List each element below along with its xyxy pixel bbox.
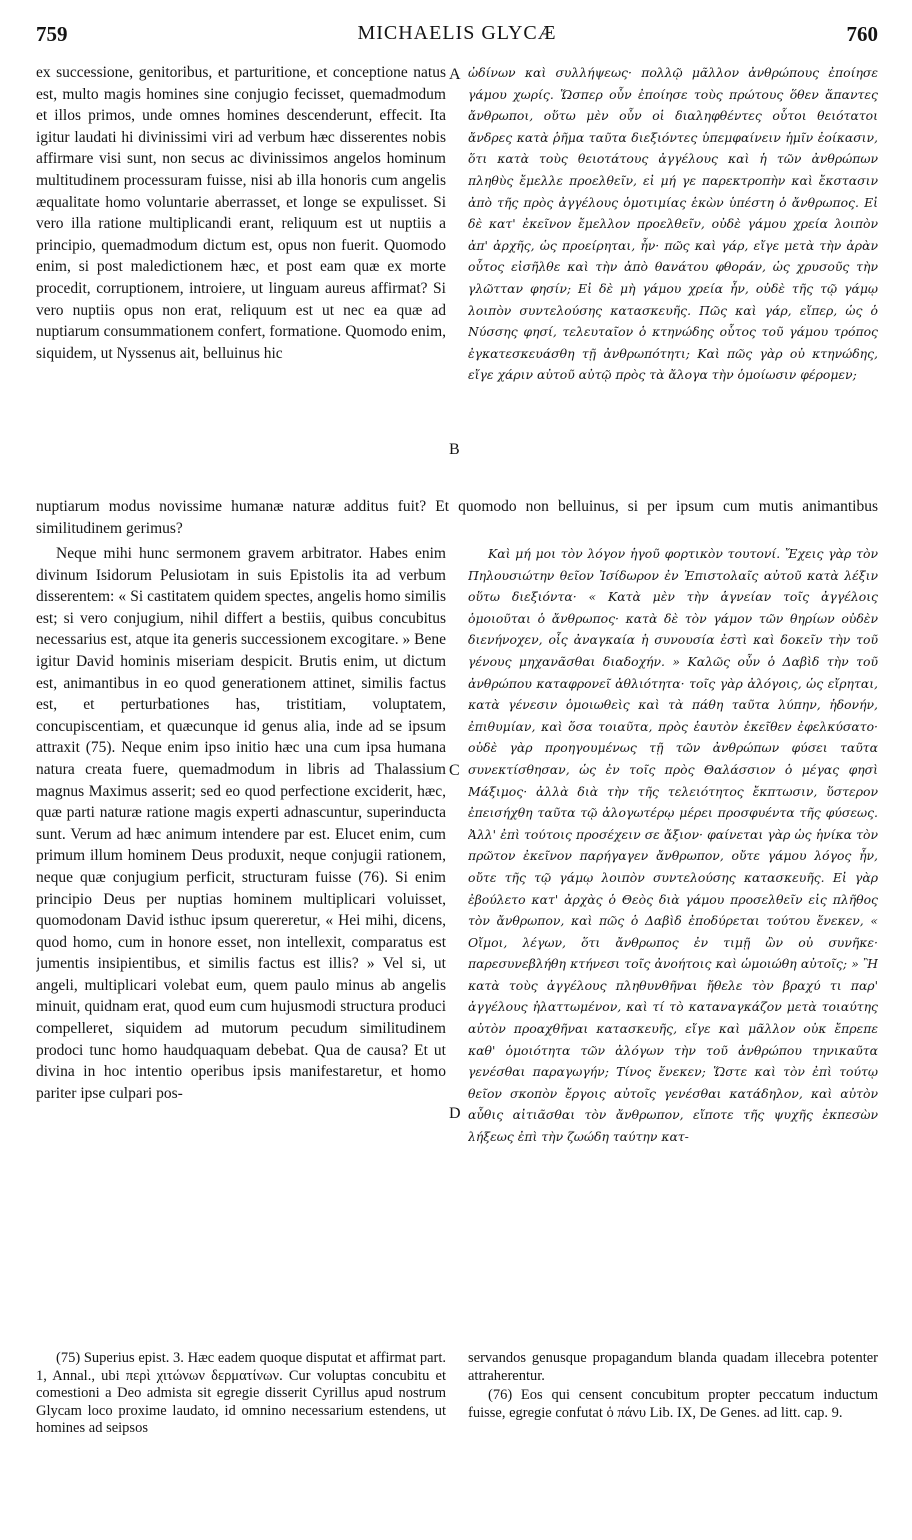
- margin-letter-a: A: [449, 66, 461, 83]
- latin-paragraph: ex successione, genitoribus, et parturitione, et conceptione natus est, multo magis homines sine conjugio fecisset, quemadmodum et illos primos, unde omnes homines descenderunt, effecit. Ita igitur laudati hi divinissimi viri ad verbum hæc disserentes nobis affirmare visi sunt, non secus ac divinissimos angelos hominum multitudinem processuram fuisse, nisi ab illa honoris cum angelis æqualitate homo voluntarie aberrasset, et longe se expulisset. Si vero illa ratione multiplicandi erant, reliquum est ut nuptiis a principio, quemadmodum dictum est, opus non fuerit. Quomodo enim, si post maledictionem hæc, et post eam quæ ex morte procedit, corruptionem, introiere, ut linguam aureus affirmat? Si vero nuptiis opus non erat, reliquum est ut nec ea quæ ad nuptiarum consummationem confert, formatione. Quomodo enim, siquidem, ut Nyssenus ait, belluinus hic: [36, 64, 446, 362]
- footnote-75-continued: servandos genusque propagandum blanda quadam illecebra potenter attraherentur.: [468, 1350, 878, 1384]
- page-number-right: 760: [846, 22, 878, 46]
- page-header: [36, 22, 878, 52]
- footnotes-right: [468, 1350, 878, 1460]
- latin-paragraph: Neque mihi hunc sermonem gravem arbitrator. Habes enim divinum Isidorum Pelusiotam in suis Epistolis ita ad verbum disserentem: « Si castitatem quidem spectes, angelis homo similis est; si vero conjugium, nihil differt a bestiis, quibus concubitus necessarius est, atque ita generis successionem excogitare. » Bene igitur David hominis miseriam despicit. Brutis enim, ut dictum est, animantibus in eo quod generationem attinet, similis factus est, et perturbationes has, tristitiam, voluptatem, concupiscentiam, et quæcunque id genus alia, inde ad se ipsum attraxit (75). Neque enim ipso initio hæc una cum ipsa humana natura creata fuere, quemadmodum in libris ad Thalassium magnus Maximus asserit; sed eo quod perfectione exciderit, hæc, quæ parti naturæ ratione magis experti adnascuntur, superinducta sunt. Verum ad hæc animum intendere par est. Elucet enim, cum primum illum hominem Deus produxit, neque conjugii rationem, neque quæ conjugium perficit, structuram fuisse (76). Si enim principio Deus per nuptias hominem multiplicari voluisset, quomodonam David isthuc ipsum quereretur, « Hei mihi, dicens, quod homo, cum in honore esset, non intellexit, comparatus est jumentis insipientibus, et similis factus est illis? » Vel si, ut angeli, multiplicari volebat eum, quem paulo minus ab angelis minuit, quidnam erat, quod eum cum hujusmodi structura produci compelleret, siquidem ad mutorum pecudum similitudinem prodoci tunc homo haudquaquam debebat. Qua de causa? Et ut divina in hoc intentio operibus ipsis manifestaretur, et homo pariter ipse culpari pos-: [36, 545, 446, 1102]
- footnote-76: (76) Eos qui censent concubitum propter peccatum inductum fuisse, egregie confutat ὁ πάνυ Lib. IX, De Genes. ad litt. cap. 9.: [468, 1387, 878, 1421]
- greek-paragraph: ὠδίνων καὶ συλλήψεως· πολλῷ μᾶλλον ἀνθρώπους ἐποίησε γάμου χωρίς. Ὥσπερ οὖν ἐποίησε τοὺς πρώτους ὅθεν ἅπαντες ἄνθρωποι, οὕτω μὲν οὖν οἱ διαληφθέντες οὗτοι θειότατοι ἄνδρες κατὰ ῥῆμα ταῦτα διεξιόντες ὑπεμφαίνειν ἡμῖν ἐοίκασιν, ὅτι κατὰ τοὺς θειοτάτους ἀγγέλους καὶ ἡ τῶν ἀνθρώπων πληθὺς ἔμελλε προελθεῖν, εἰ μή γε παρεκτροπὴν καὶ ἔκστασιν ἀπὸ τῆς πρὸς ἀγγέλους ὁμοτιμίας ἑκὼν ὑπέστη ὁ ἄνθρωπος. Εἰ δὲ κατ' ἐκεῖνον ἔμελλον προελθεῖν, οὐδὲ γάμου χρεία λοιπὸν ἀπ' ἀρχῆς, ὡς προείρηται, ἦν· πῶς καὶ γάρ, εἴγε μετὰ τὴν ἀρὰν οὗτος εἰσῆλθε καὶ τὴν ἀπὸ θανάτου φθοράν, ὡς χρυσοῦς τὴν γλῶτταν φησίν; Εἰ δὲ μὴ γάμου χρεία ἦν, οὐδὲ τῆς τῷ γάμῳ λοιπὸν συντελούσης κατασκευῆς. Πῶς καὶ γάρ, εἴπερ, ὡς ὁ Νύσσης φησί, τελευταῖον ὁ κτηνώδης οὗτος τοῦ γάμου τρόπος ἐγκατεσκευάσθη τῇ ἀνθρωπότητι; Καὶ πῶς γὰρ οὐ κτηνώδης, εἴγε χάριν αὐτοῦ αὐτῷ πρὸς τὰ ἄλογα τὴν ὁμοίωσιν φέρομεν;: [468, 65, 878, 383]
- spanning-latin-line: [36, 496, 878, 538]
- page-number-left: 759: [36, 22, 68, 46]
- margin-letter-b: B: [449, 441, 460, 458]
- greek-column-upper: [468, 62, 878, 458]
- footnote-75: (75) Superius epist. 3. Hæc eadem quoque disputat et affirmat part. 1, Annal., ubi περὶ χιτώνων δερματίνων. Cur voluptas concubitu et comestioni a Deo admista sit egregie disserit Cyrillus apud nostrum Glycam loco proxime laudato, id omnino necessarium estendens, ut homines ad seipsos: [36, 1350, 446, 1436]
- margin-letter-c: C: [449, 762, 460, 779]
- greek-paragraph: Καὶ μή μοι τὸν λόγον ἡγοῦ φορτικὸν τουτονί. Ἔχεις γὰρ τὸν Πηλουσιώτην θεῖον Ἰσίδωρον ἐν Ἐπιστολαῖς αὐτοῦ κατὰ λέξιν οὕτω διεξιόντα· « Κατὰ μὲν τὴν ἁγνείαν τοῖς ἀγγέλοις ὁμοιοῦται ὁ ἄνθρωπος· κατὰ δὲ τὸν γάμον τῶν θηρίων οὐδὲν διενήνοχεν, οἷς ἀναγκαία ἡ συνουσία ἐστὶ καὶ δοκεῖν τὴν τοῦ γένους μηχανᾶσθαι διαδοχήν. » Καλῶς οὖν ὁ Δαβὶδ τὴν τοῦ ἀνθρώπου καταφρονεῖ ἀθλιότητα· τοῖς γὰρ ἀλόγοις, ὡς εἴρηται, κατὰ γένεσιν ὁμοιωθεὶς καὶ τὰ πάθη ταῦτα λύπην, ἡδονήν, ἐπιθυμίαν, καὶ ὅσα τοιαῦτα, πρὸς ἑαυτὸν ἐκεῖθεν ἐφελκύσατο· οὐδὲ γὰρ προηγουμένως τῇ τῶν ἀνθρώπων φύσει ταῦτα συνεκτίσθησαν, ὡς ἐν τοῖς πρὸς Θαλάσσιον ὁ μέγας φησὶ Μάξιμος· ἀλλὰ διὰ τὴν τῆς τελειότητος ἔκπτωσιν, ὕστερον ἐπεισήχθη ταῦτα τῷ ἀλογωτέρῳ μέρει προσφυέντα τῆς φύσεως. Ἀλλ' ἐπὶ τούτοις προσέχειν σε ἄξιον· φαίνεται γὰρ ὡς ἡνίκα τὸν πρῶτον ἐκεῖνον παρήγαγεν ἄνθρωπον, οὔτε γάμου λόγος ἦν, οὔτε τῆς τῷ γάμῳ λοιπὸν συντελούσης κατασκευῆς. Εἰ γὰρ ἐβούλετο κατ' ἀρχὰς ὁ Θεὸς διὰ γάμου προσελθεῖν εἰς πλῆθος τὸν ἄνθρωπον, καὶ πῶς ὁ Δαβὶδ ἐποδύρεται τούτου ἕνεκεν, « Οἴμοι, λέγων, ὅτι ἄνθρωπος ἐν τιμῇ ὢν οὐ συνῆκε· παρεσυνεβλήθη κτήνεσι τοῖς ἀνοήτοις καὶ ὡμοιώθη αὐτοῖς; » Ἢ κατὰ τοὺς ἀγγέλους πληθυνθῆναι ἤθελε τὸν βραχύ τι παρ' ἀγγέλους ἠλαττωμένον, καὶ τί τὸ καταναγκάζον μετὰ τοιαύτης αὐτὸν προαχθῆναι κατασκευῆς, εἴγε καὶ μᾶλλον οὐκ ἔπρεπε καθ' ὁμοιότητα τῶν ἀλόγων τὴν τοῦ ἀνθρώπου τηνικαῦτα γενέσθαι παραγωγήν; Τίνος ἕνεκεν; Ὥστε καὶ τὸν ἐπὶ τούτῳ θεῖον σκοπὸν ἔργοις αὐτοῖς γενέσθαι κατάδηλον, καὶ αὐτὸν αὖθις αἰτιᾶσθαι τὸν ἄνθρωπον, εἴποτε τῆς ψυχῆς ἐκπεσὼν λήξεως ἐπὶ τὴν ζωώδη ταύτην κατ-: [468, 546, 878, 1145]
- latin-column-lower: [36, 543, 446, 1343]
- greek-column-lower: [468, 543, 878, 1343]
- spanning-paragraph: nuptiarum modus novissime humanæ naturæ additus fuit? Et quomodo non belluinus, si per ipsum cum mutis animantibus similitudinem gerimus?: [36, 498, 878, 537]
- margin-letter-d: D: [449, 1105, 461, 1122]
- running-title: MICHAELIS GLYCÆ: [357, 22, 557, 44]
- footnotes-left: [36, 1350, 446, 1460]
